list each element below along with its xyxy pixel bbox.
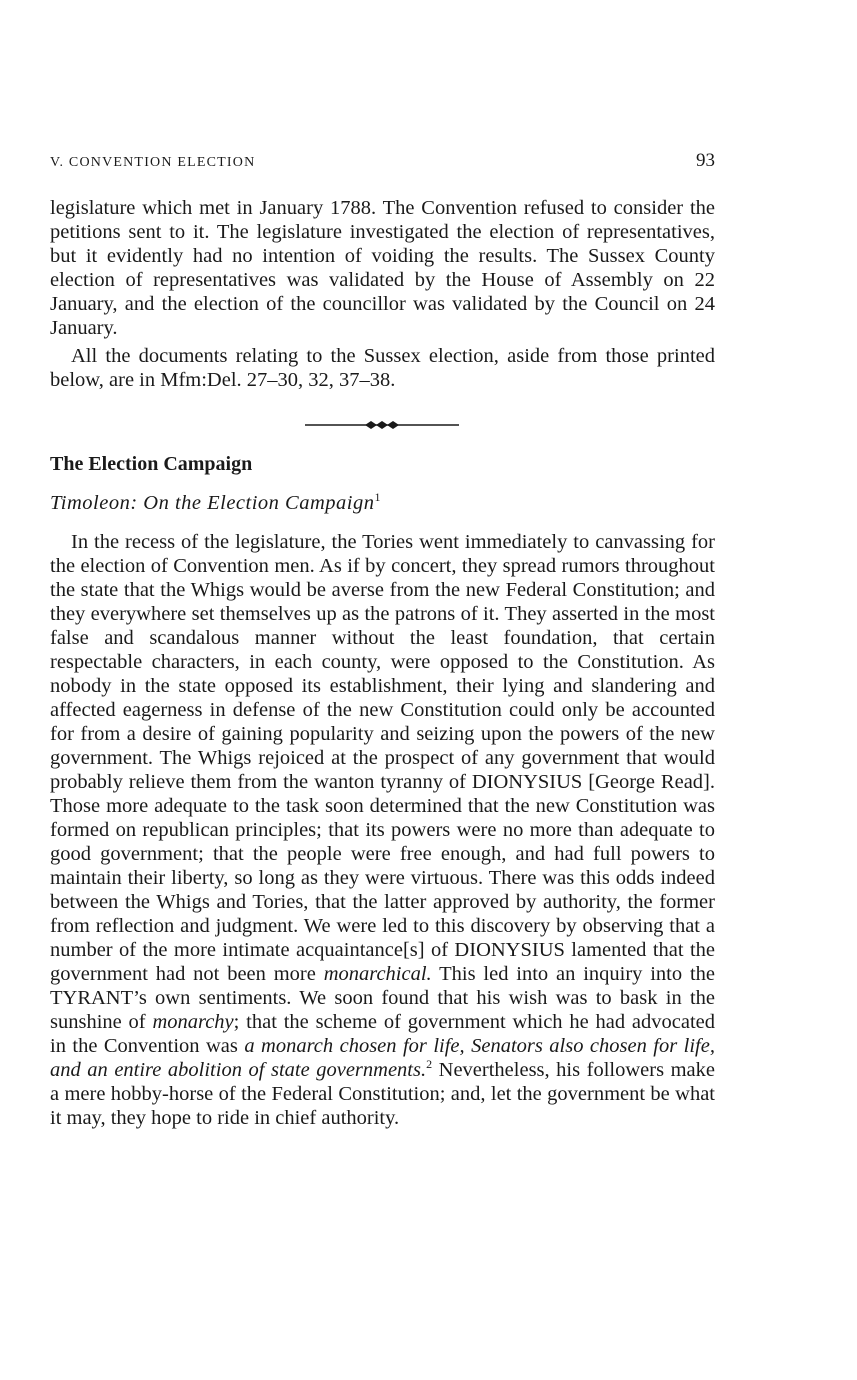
intro-paragraph-2: All the documents relating to the Sussex election, aside from those printed below, are in Mfm:Del. 27–30, 32, 37–38. — [50, 345, 715, 391]
document-title — [50, 490, 381, 515]
footnote-marker-2: 2 — [426, 1057, 433, 1071]
text-segment-4: Nevertheless, his followers make a mere hobby-horse of the Federal Constitution; and, let the government be what it may, they hope to ride in chief authority. — [50, 1059, 715, 1129]
page-number: 93 — [696, 150, 715, 171]
running-head — [50, 150, 715, 172]
italic-monarchical: monarchical. — [323, 963, 432, 985]
intro-paragraph-1: legislature which met in January 1788. The Convention refused to consider the petitions sent to it. The legislature investigated the election of representatives, but it evidently had no intention of voiding the results. The Sussex County election of representatives was validated by the House of Assembly on 22 January, and the election of the councillor was validated by the Council on 24 January. — [50, 197, 715, 339]
text-segment-3: ; that the scheme of government which he had advocated in the Convention was — [50, 1011, 715, 1057]
main-text — [50, 530, 715, 1130]
document-title-text: Timoleon: On the Election Campaign — [50, 492, 375, 514]
text-segment-1: In the recess of the legislature, the Tories went immediately to canvassing for the election of Convention men. As if by concert, they spread rumors throughout the state that the Whigs would be averse from the new Federal Constitution; and they everywhere set themselves up as the patrons of it. They asserted in the most false and scandalous manner without the least foundation, that certain respectable characters, in each county, were opposed to the Constitution. As nobody in the state opposed its establishment, their lying and slandering and affected eagerness in defense of the new Constitution could only be accounted for from a desire of gaining popularity and seizing upon the powers of the new government. The Whigs rejoiced at the prospect of any government that would probably relieve them from the wanton tyranny of DIONYSIUS [George Read]. Those more adequate to the task soon determined that the new Constitution was formed on republican principles; that its powers were no more than adequate to good government; that the people were free enough, and had full powers to maintain their liberty, so long as they were virtuous. There was this odds indeed between the Whigs and Tories, that the latter approved by authority, the former from reflection and judgment. We were led to this discovery by observing that a number of the more intimate acquaintance[s] of DIONYSIUS lamented that the government had not been more — [50, 531, 715, 985]
italic-scheme: a monarch chosen for life, Senators also chosen for life, and an entire abolition of state governments. — [50, 1035, 715, 1081]
ornamental-divider — [305, 416, 459, 434]
text-segment-2: This led into an inquiry into the TYRANT’s own sentiments. We soon found that his wish was to bask in the sunshine of — [50, 963, 716, 1033]
footnote-marker-1: 1 — [374, 490, 381, 504]
section-label: V. CONVENTION ELECTION — [50, 155, 256, 170]
italic-monarchy: monarchy — [152, 1011, 234, 1033]
section-heading: The Election Campaign — [50, 453, 253, 475]
